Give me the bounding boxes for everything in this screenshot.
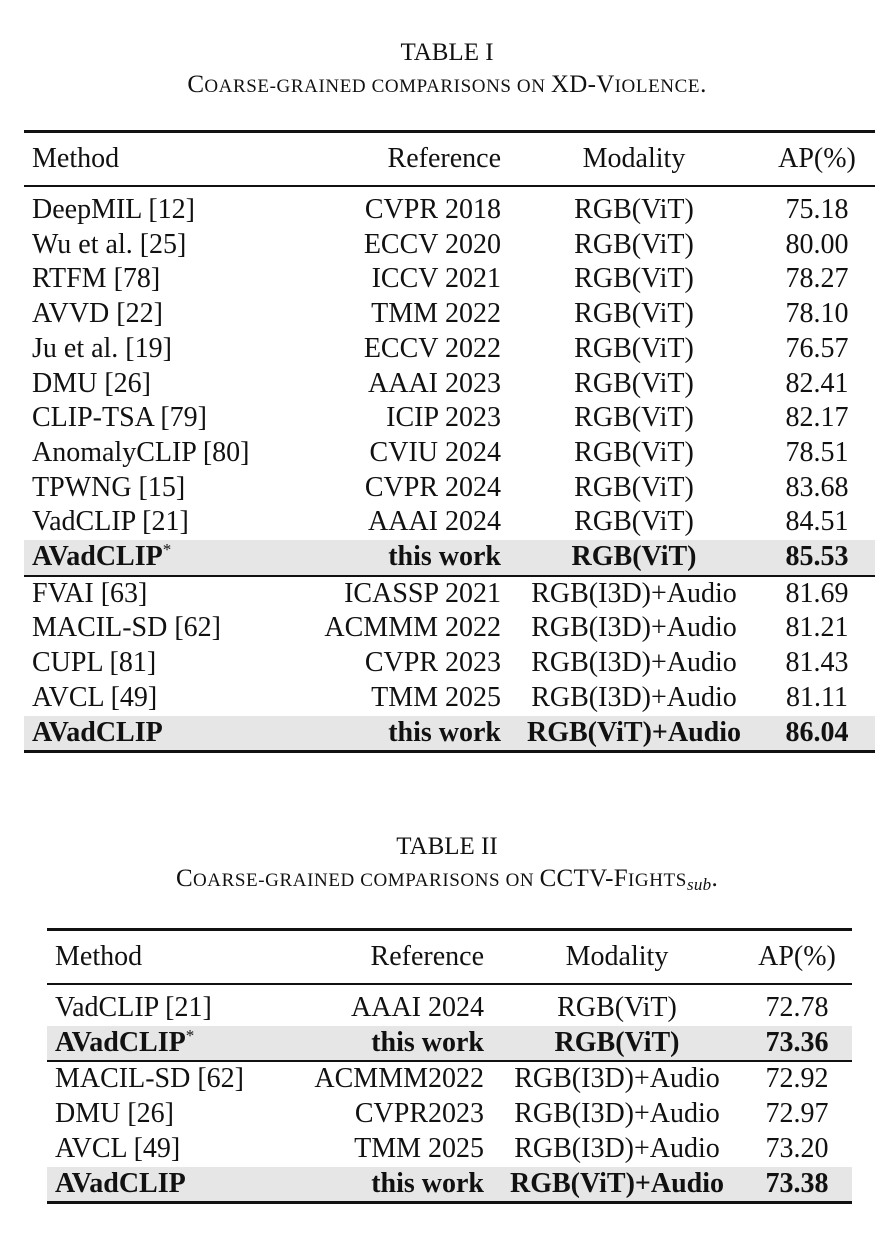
method-cell bbox=[24, 436, 279, 471]
table-row bbox=[24, 186, 875, 228]
method-name: AVadCLIP bbox=[55, 1167, 186, 1199]
caption-initial: XD-V bbox=[550, 71, 615, 98]
method-cell bbox=[47, 1097, 282, 1132]
ap-cell: 72.92 bbox=[742, 1061, 852, 1097]
reference-cell: CVIU 2024 bbox=[369, 436, 501, 468]
method-name: AVadCLIP bbox=[32, 541, 163, 573]
method-marker: * bbox=[162, 540, 172, 560]
method-cell bbox=[47, 1132, 282, 1167]
caption-subscript: sub bbox=[686, 875, 712, 894]
header-method: Method bbox=[55, 941, 143, 972]
caption-initial: CCTV-F bbox=[539, 865, 628, 892]
caption-smallcaps: IGHTS bbox=[627, 870, 687, 891]
ap-cell: 76.57 bbox=[785, 332, 849, 364]
reference-cell: ACMMM2022 bbox=[282, 1061, 492, 1097]
modality-cell: RGB(ViT) bbox=[574, 194, 694, 225]
caption-period: . bbox=[700, 71, 707, 98]
ap-cell: 72.97 bbox=[765, 1098, 829, 1130]
method-name: VadCLIP [21] bbox=[55, 992, 212, 1023]
modality-cell: RGB(ViT)+Audio bbox=[492, 1167, 742, 1203]
ap-cell: 86.04 bbox=[759, 716, 875, 752]
ap-cell: 78.51 bbox=[785, 436, 849, 468]
ap-cell: 73.20 bbox=[765, 1132, 829, 1164]
table-row bbox=[24, 401, 875, 436]
method-name: AVadCLIP bbox=[55, 1026, 186, 1058]
method-marker: * bbox=[185, 1025, 195, 1045]
reference-cell: ICIP 2023 bbox=[386, 402, 501, 434]
method-cell bbox=[47, 984, 282, 1026]
method-name: DMU [26] bbox=[32, 367, 151, 399]
ap-cell: 78.27 bbox=[785, 263, 849, 295]
modality-cell: RGB(ViT) bbox=[509, 540, 759, 576]
method-name: CUPL [81] bbox=[32, 647, 157, 679]
modality-cell: RGB(ViT) bbox=[574, 263, 694, 295]
method-cell bbox=[24, 332, 279, 367]
table2-label: TABLE II bbox=[396, 833, 498, 860]
table1-caption bbox=[0, 70, 894, 102]
table2 bbox=[47, 928, 852, 1204]
modality-cell: RGB(ViT) bbox=[574, 228, 694, 260]
method-name: TPWNG [15] bbox=[32, 471, 186, 503]
table-row bbox=[24, 611, 875, 646]
method-cell bbox=[47, 1167, 282, 1203]
modality-cell: RGB(I3D)+Audio bbox=[531, 681, 737, 713]
table-row-highlight bbox=[47, 1026, 852, 1062]
method-cell bbox=[24, 540, 279, 576]
method-cell bbox=[24, 471, 279, 506]
table2-caption bbox=[0, 864, 894, 900]
reference-cell: ICASSP 2021 bbox=[279, 576, 509, 612]
method-cell bbox=[24, 716, 279, 752]
reference-cell: ACMMM 2022 bbox=[324, 612, 501, 644]
method-name: AVVD [22] bbox=[32, 298, 163, 330]
table-row bbox=[47, 1132, 852, 1167]
modality-cell: RGB(I3D)+Audio bbox=[509, 576, 759, 612]
table-row bbox=[24, 262, 875, 297]
table1-label: TABLE I bbox=[400, 39, 494, 66]
ap-cell: 75.18 bbox=[785, 194, 849, 225]
reference-cell: this work bbox=[279, 716, 509, 752]
ap-cell: 80.00 bbox=[785, 228, 849, 260]
method-name: CLIP-TSA [79] bbox=[32, 402, 207, 434]
header-ap: AP(%) bbox=[758, 941, 836, 972]
modality-cell: RGB(I3D)+Audio bbox=[514, 1132, 720, 1164]
reference-cell: TMM 2025 bbox=[371, 681, 501, 713]
modality-cell: RGB(ViT) bbox=[574, 367, 694, 399]
table-row bbox=[24, 576, 875, 612]
ap-cell: 83.68 bbox=[785, 471, 849, 503]
method-name: RTFM [78] bbox=[32, 263, 161, 295]
table-row-highlight bbox=[47, 1167, 852, 1203]
reference-cell: CVPR 2018 bbox=[364, 194, 501, 225]
reference-cell: AAAI 2024 bbox=[368, 506, 501, 538]
modality-cell: RGB(ViT) bbox=[574, 436, 694, 468]
header-method: Method bbox=[32, 143, 120, 174]
ap-cell: 81.11 bbox=[786, 681, 848, 713]
table1 bbox=[24, 130, 875, 753]
method-cell bbox=[24, 611, 279, 646]
modality-cell: RGB(ViT) bbox=[574, 402, 694, 434]
reference-cell: ICCV 2021 bbox=[371, 263, 501, 295]
modality-cell: RGB(I3D)+Audio bbox=[492, 1061, 742, 1097]
modality-cell: RGB(I3D)+Audio bbox=[531, 612, 737, 644]
ap-cell: 72.78 bbox=[765, 992, 829, 1023]
modality-cell: RGB(ViT)+Audio bbox=[509, 716, 759, 752]
method-name: AnomalyCLIP [80] bbox=[32, 436, 250, 468]
caption-period: . bbox=[711, 865, 719, 892]
ap-cell: 73.38 bbox=[742, 1167, 852, 1203]
reference-cell: AAAI 2024 bbox=[351, 992, 484, 1023]
method-cell bbox=[24, 505, 279, 540]
modality-cell: RGB(ViT) bbox=[574, 298, 694, 330]
table-row bbox=[24, 505, 875, 540]
method-name: MACIL-SD [62] bbox=[55, 1063, 244, 1095]
table-row bbox=[24, 471, 875, 506]
method-name: MACIL-SD [62] bbox=[32, 612, 221, 644]
reference-cell: CVPR2023 bbox=[354, 1098, 484, 1130]
method-name: DMU [26] bbox=[55, 1098, 174, 1130]
reference-cell: this work bbox=[282, 1026, 492, 1062]
caption-initial: C bbox=[187, 71, 205, 98]
modality-cell: RGB(I3D)+Audio bbox=[531, 647, 737, 679]
method-name: VadCLIP [21] bbox=[32, 506, 189, 538]
reference-cell: ECCV 2020 bbox=[363, 228, 501, 260]
table-header-row bbox=[47, 930, 852, 985]
method-cell bbox=[24, 576, 279, 612]
table-row bbox=[47, 1097, 852, 1132]
table-row-highlight bbox=[24, 540, 875, 576]
reference-cell: AAAI 2023 bbox=[368, 367, 501, 399]
ap-cell: 81.69 bbox=[759, 576, 875, 612]
modality-cell: RGB(ViT) bbox=[574, 471, 694, 503]
method-name: Wu et al. [25] bbox=[32, 228, 187, 260]
header-ap: AP(%) bbox=[778, 143, 856, 174]
method-cell bbox=[24, 646, 279, 681]
table-row bbox=[24, 332, 875, 367]
header-modality: Modality bbox=[565, 941, 669, 972]
ap-cell: 73.36 bbox=[742, 1026, 852, 1062]
method-cell bbox=[24, 297, 279, 332]
method-name: AVCL [49] bbox=[32, 681, 158, 713]
table-row bbox=[24, 681, 875, 716]
table-row bbox=[47, 984, 852, 1026]
reference-cell: ECCV 2022 bbox=[363, 332, 501, 364]
table-row bbox=[24, 367, 875, 402]
ap-cell: 81.21 bbox=[785, 612, 849, 644]
reference-cell: TMM 2025 bbox=[354, 1132, 484, 1164]
caption-smallcaps: OARSE-GRAINED COMPARISONS ON bbox=[204, 76, 551, 97]
method-cell bbox=[24, 367, 279, 402]
table-row bbox=[24, 646, 875, 681]
ap-cell: 82.41 bbox=[785, 367, 849, 399]
reference-cell: this work bbox=[282, 1167, 492, 1203]
header-reference: Reference bbox=[387, 143, 501, 174]
method-cell bbox=[24, 262, 279, 297]
caption-initial: C bbox=[175, 865, 193, 892]
table-row-highlight bbox=[24, 716, 875, 752]
method-name: Ju et al. [19] bbox=[32, 332, 172, 364]
ap-cell: 82.17 bbox=[785, 402, 849, 434]
caption-smallcaps: IOLENCE bbox=[614, 76, 701, 97]
ap-cell: 85.53 bbox=[759, 540, 875, 576]
modality-cell: RGB(ViT) bbox=[574, 506, 694, 538]
modality-cell: RGB(ViT) bbox=[574, 332, 694, 364]
method-name: AVCL [49] bbox=[55, 1132, 181, 1164]
method-cell bbox=[47, 1026, 282, 1062]
caption-smallcaps: OARSE-GRAINED COMPARISONS ON bbox=[192, 870, 540, 891]
method-name: AVadCLIP bbox=[32, 716, 163, 748]
ap-cell: 81.43 bbox=[785, 647, 849, 679]
table-row bbox=[24, 436, 875, 471]
method-cell bbox=[24, 186, 279, 228]
modality-cell: RGB(I3D)+Audio bbox=[514, 1098, 720, 1130]
reference-cell: TMM 2022 bbox=[371, 298, 501, 330]
reference-cell: this work bbox=[279, 540, 509, 576]
table-header-row bbox=[24, 132, 875, 187]
modality-cell: RGB(ViT) bbox=[557, 992, 677, 1023]
ap-cell: 84.51 bbox=[785, 506, 849, 538]
header-reference: Reference bbox=[370, 941, 484, 972]
ap-cell: 78.10 bbox=[785, 298, 849, 330]
table-row bbox=[24, 297, 875, 332]
method-cell bbox=[24, 681, 279, 716]
method-name: DeepMIL [12] bbox=[32, 194, 196, 225]
header-modality: Modality bbox=[582, 143, 686, 174]
method-cell bbox=[24, 228, 279, 263]
method-name: FVAI [63] bbox=[32, 577, 148, 609]
modality-cell: RGB(ViT) bbox=[492, 1026, 742, 1062]
table-row bbox=[47, 1061, 852, 1097]
method-cell bbox=[24, 401, 279, 436]
reference-cell: CVPR 2023 bbox=[364, 647, 501, 679]
method-cell bbox=[47, 1061, 282, 1097]
reference-cell: CVPR 2024 bbox=[364, 471, 501, 503]
table-row bbox=[24, 228, 875, 263]
